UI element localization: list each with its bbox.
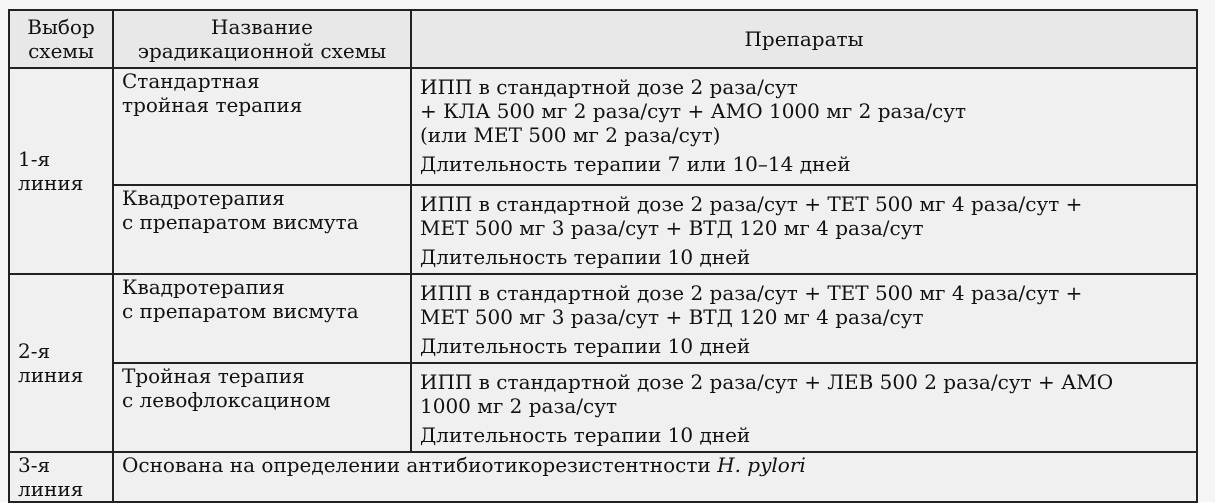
table-row <box>9 452 1197 502</box>
line2-a-duration: Длительность терапии 10 дней <box>420 334 751 358</box>
line1-a-duration: Длительность терапии 7 или 10–14 дней <box>420 152 851 176</box>
line3-text-cell <box>113 452 1197 502</box>
table-row <box>9 274 1197 363</box>
header-drugs-label: Препараты <box>744 27 864 51</box>
line2-b-name-cell <box>113 363 411 452</box>
line2-a-name: Квадротерапия с препаратом висмута <box>122 275 359 323</box>
line2-b-name: Тройная терапия с левофлоксацином <box>122 364 331 412</box>
line2-a-drugs: ИПП в стандартной дозе 2 раза/сут + ТЕТ 500 мг 4 раза/сут + МЕТ 500 мг 3 раза/сут + ВТД 120 мг 4 раза/сут <box>420 281 1083 329</box>
table-header-row <box>9 10 1197 68</box>
line1-label: 1-я линия <box>18 147 84 195</box>
line1-a-drugs-cell <box>411 68 1197 185</box>
line2-cell <box>9 274 113 452</box>
line2-a-name-cell <box>113 274 411 363</box>
line2-b-drugs: ИПП в стандартной дозе 2 раза/сут + ЛЕВ 500 2 раза/сут + АМО 1000 мг 2 раза/сут <box>420 370 1114 418</box>
line3-cell <box>9 452 113 502</box>
table-row <box>9 363 1197 452</box>
line3-species: H. pylori <box>717 453 806 477</box>
table-row <box>9 185 1197 274</box>
line2-a-drugs-cell <box>411 274 1197 363</box>
line2-b-drugs-cell <box>411 363 1197 452</box>
header-scheme-label: Название эрадикационной схемы <box>137 15 387 63</box>
line1-b-name-cell <box>113 185 411 274</box>
line3-text: Основана на определении антибиотикорезистентности <box>122 453 711 477</box>
header-drugs <box>411 10 1197 68</box>
line1-a-name-cell <box>113 68 411 185</box>
line1-b-drugs-cell <box>411 185 1197 274</box>
eradication-regimens-table <box>8 9 1198 503</box>
line1-b-name: Квадротерапия с препаратом висмута <box>122 186 359 234</box>
line1-cell <box>9 68 113 274</box>
line1-b-duration: Длительность терапии 10 дней <box>420 245 751 269</box>
header-scheme <box>113 10 411 68</box>
line3-label: 3-я линия <box>18 453 84 501</box>
table-row <box>9 68 1197 185</box>
header-choice-label: Выбор схемы <box>27 15 95 63</box>
line1-a-drugs: ИПП в стандартной дозе 2 раза/сут + КЛА 500 мг 2 раза/сут + АМО 1000 мг 2 раза/сут (или МЕТ 500 мг 2 раза/сут) <box>420 75 967 147</box>
line1-b-drugs: ИПП в стандартной дозе 2 раза/сут + ТЕТ 500 мг 4 раза/сут + МЕТ 500 мг 3 раза/сут + ВТД 120 мг 4 раза/сут <box>420 192 1083 240</box>
line2-b-duration: Длительность терапии 10 дней <box>420 423 751 447</box>
line1-a-name: Стандартная тройная терапия <box>122 69 303 117</box>
header-choice <box>9 10 113 68</box>
line2-label: 2-я линия <box>18 339 84 387</box>
